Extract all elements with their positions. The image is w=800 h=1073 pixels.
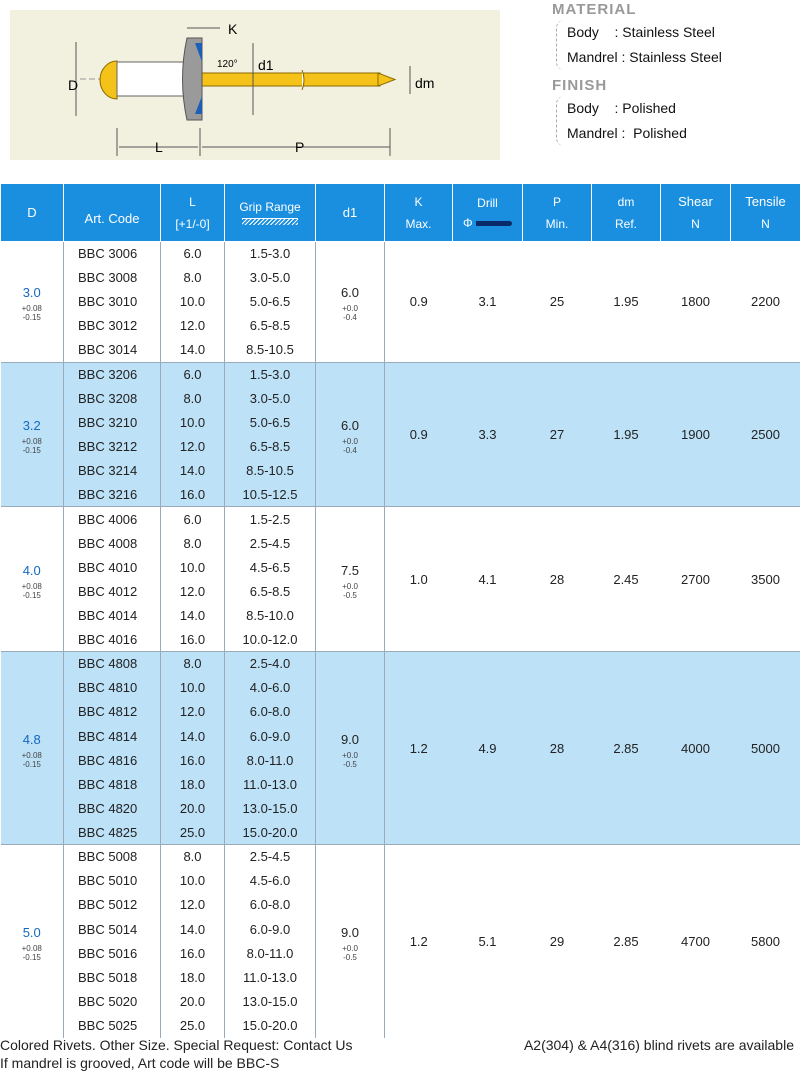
cell-art-code: BBC 3216 xyxy=(64,483,161,507)
cell-art-code: BBC 4006 xyxy=(64,507,161,531)
cell-art-code: BBC 4816 xyxy=(64,748,161,772)
cell-art-code: BBC 4810 xyxy=(64,676,161,700)
cell-p: 28 xyxy=(523,507,592,652)
material-mandrel-sep: : xyxy=(617,49,630,65)
cell-art-code: BBC 4825 xyxy=(64,821,161,845)
material-mandrel-key: Mandrel xyxy=(567,49,618,65)
d1-value: 6.0 xyxy=(340,285,360,301)
cell-grip: 13.0-15.0 xyxy=(225,989,316,1013)
cell-d xyxy=(1,845,64,1038)
cell-p: 28 xyxy=(523,652,592,845)
cell-dm: 2.45 xyxy=(592,507,661,652)
d-tol-minus: -0.15 xyxy=(22,313,41,323)
cell-grip: 15.0-20.0 xyxy=(225,1014,316,1039)
cell-dm: 2.85 xyxy=(592,845,661,1038)
cell-grip: 4.5-6.0 xyxy=(225,869,316,893)
d-tol-plus: +0.08 xyxy=(21,304,42,314)
cell-grip: 6.5-8.5 xyxy=(225,579,316,603)
cell-l: 8.0 xyxy=(161,652,225,676)
cell-l: 8.0 xyxy=(161,386,225,410)
cell-k: 1.2 xyxy=(385,652,453,845)
grip-hatch-icon xyxy=(242,218,298,225)
cell-l: 10.0 xyxy=(161,676,225,700)
cell-shear: 1800 xyxy=(661,242,731,363)
cell-grip: 8.5-10.5 xyxy=(225,459,316,483)
cell-grip: 8.5-10.0 xyxy=(225,603,316,627)
cell-art-code: BBC 4814 xyxy=(64,724,161,748)
cell-l: 25.0 xyxy=(161,821,225,845)
label-d1: d1 xyxy=(258,57,274,73)
cell-grip: 8.5-10.5 xyxy=(225,338,316,362)
cell-shear: 2700 xyxy=(661,507,731,652)
d1-tol-plus: +0.0 xyxy=(342,750,358,760)
d-tol-minus: -0.15 xyxy=(22,953,41,963)
cell-l: 10.0 xyxy=(161,555,225,579)
finish-body-row xyxy=(567,96,800,121)
cell-grip: 5.0-6.5 xyxy=(225,290,316,314)
material-title: MATERIAL xyxy=(552,1,637,18)
cell-l: 12.0 xyxy=(161,579,225,603)
cell-l: 6.0 xyxy=(161,242,225,266)
finish-body-key: Body xyxy=(567,100,599,116)
cell-shear: 1900 xyxy=(661,362,731,507)
cell-drill: 4.1 xyxy=(453,507,523,652)
header-k xyxy=(385,184,453,242)
footer xyxy=(0,1036,800,1072)
cell-l: 14.0 xyxy=(161,917,225,941)
cell-l: 12.0 xyxy=(161,700,225,724)
cell-art-code: BBC 5018 xyxy=(64,965,161,989)
cell-art-code: BBC 5014 xyxy=(64,917,161,941)
cell-l: 10.0 xyxy=(161,869,225,893)
cell-shear: 4700 xyxy=(661,845,731,1038)
d1-tol-minus: -0.5 xyxy=(343,759,357,769)
d-value: 4.0 xyxy=(22,562,41,578)
cell-l: 14.0 xyxy=(161,459,225,483)
finish-title: FINISH xyxy=(552,77,608,94)
header-p-label: P xyxy=(552,194,561,209)
cell-tensile: 2500 xyxy=(731,362,800,507)
cell-p: 27 xyxy=(523,362,592,507)
label-d: D xyxy=(68,77,79,93)
cell-k: 1.0 xyxy=(385,507,453,652)
cell-l: 16.0 xyxy=(161,748,225,772)
rivet-spec-table xyxy=(0,183,800,1038)
cell-l: 25.0 xyxy=(161,1014,225,1039)
cell-art-code: BBC 4820 xyxy=(64,796,161,820)
cell-art-code: BBC 4818 xyxy=(64,772,161,796)
cell-art-code: BBC 5020 xyxy=(64,989,161,1013)
cell-art-code: BBC 4808 xyxy=(64,652,161,676)
cell-grip: 5.0-6.5 xyxy=(225,410,316,434)
cell-art-code: BBC 3206 xyxy=(64,362,161,386)
cell-grip: 6.0-9.0 xyxy=(225,724,316,748)
cell-shear: 4000 xyxy=(661,652,731,845)
cell-art-code: BBC 3010 xyxy=(64,290,161,314)
cell-art-code: BBC 4016 xyxy=(64,628,161,652)
header-l-label: L xyxy=(189,194,196,209)
material-body-row xyxy=(567,20,800,45)
material-body-key: Body xyxy=(567,24,599,40)
rivet-drawing xyxy=(10,10,500,160)
cell-l: 14.0 xyxy=(161,603,225,627)
d-tol-minus: -0.15 xyxy=(22,590,41,600)
cell-art-code: BBC 3012 xyxy=(64,314,161,338)
header-shear-label: Shear xyxy=(678,194,713,209)
cell-l: 12.0 xyxy=(161,893,225,917)
cell-grip: 6.0-9.0 xyxy=(225,917,316,941)
header-drill-sub-wrap xyxy=(453,216,522,230)
material-body-sep: : xyxy=(598,24,623,40)
cell-l: 16.0 xyxy=(161,941,225,965)
footer-availability: A2(304) & A4(316) blind rivets are available xyxy=(523,1037,794,1053)
d-value: 4.8 xyxy=(22,731,41,747)
label-angle: 120° xyxy=(217,59,238,70)
finish-body-value: Polished xyxy=(622,100,676,116)
finish-body-sep: : xyxy=(598,100,623,116)
cell-grip: 1.5-3.0 xyxy=(225,242,316,266)
d-tol-minus: -0.15 xyxy=(22,759,41,769)
cell-drill: 3.3 xyxy=(453,362,523,507)
cell-l: 10.0 xyxy=(161,290,225,314)
cell-grip: 6.0-8.0 xyxy=(225,700,316,724)
cell-l: 12.0 xyxy=(161,314,225,338)
header-tensile xyxy=(731,184,800,242)
header-drill-label: Drill xyxy=(477,195,498,210)
d1-value: 9.0 xyxy=(340,731,360,747)
cell-l: 8.0 xyxy=(161,531,225,555)
cell-grip: 2.5-4.0 xyxy=(225,652,316,676)
header-p-sub: Min. xyxy=(545,216,569,231)
header-dm-sub: Ref. xyxy=(614,216,637,231)
cell-art-code: BBC 5010 xyxy=(64,869,161,893)
cell-art-code: BBC 3006 xyxy=(64,242,161,266)
table-body xyxy=(1,242,800,1039)
label-p: P xyxy=(295,139,305,155)
table-row xyxy=(1,652,800,676)
material-mandrel-row xyxy=(567,45,800,70)
finish-mandrel-value: Polished xyxy=(633,125,687,141)
cell-k: 0.9 xyxy=(385,242,453,363)
finish-mandrel-row xyxy=(567,121,800,146)
cell-l: 16.0 xyxy=(161,483,225,507)
header-d-label: D xyxy=(27,205,37,220)
header-shear-sub: N xyxy=(691,217,700,231)
cell-p: 29 xyxy=(523,845,592,1038)
d-tol-plus: +0.08 xyxy=(21,750,42,760)
cell-drill: 3.1 xyxy=(453,242,523,363)
d-value: 3.0 xyxy=(22,285,41,301)
cell-dm: 1.95 xyxy=(592,242,661,363)
cell-art-code: BBC 5012 xyxy=(64,893,161,917)
cell-grip: 6.0-8.0 xyxy=(225,893,316,917)
cell-d xyxy=(1,652,64,845)
header-art-code xyxy=(64,184,161,242)
cell-grip: 11.0-13.0 xyxy=(225,965,316,989)
table-header-row xyxy=(1,184,800,242)
d1-tol-plus: +0.0 xyxy=(342,437,358,446)
cell-l: 8.0 xyxy=(161,266,225,290)
finish-box xyxy=(556,96,800,146)
header-p xyxy=(523,184,592,242)
d1-tol-plus: +0.0 xyxy=(342,581,358,591)
cell-grip: 13.0-15.0 xyxy=(225,796,316,820)
drill-bit-icon xyxy=(476,221,512,226)
table-row xyxy=(1,507,800,531)
cell-l: 14.0 xyxy=(161,724,225,748)
header-dm-label: dm xyxy=(617,194,635,209)
cell-art-code: BBC 3214 xyxy=(64,459,161,483)
d-value: 3.2 xyxy=(22,418,41,433)
material-body-value: Stainless Steel xyxy=(622,24,715,40)
cell-art-code: BBC 5008 xyxy=(64,845,161,869)
cell-l: 12.0 xyxy=(161,435,225,459)
spec-panel xyxy=(552,0,800,160)
cell-art-code: BBC 4812 xyxy=(64,700,161,724)
cell-grip: 15.0-20.0 xyxy=(225,821,316,845)
cell-grip: 4.5-6.5 xyxy=(225,555,316,579)
label-dm: dm xyxy=(415,75,435,91)
label-k: K xyxy=(228,21,238,37)
table-row xyxy=(1,362,800,386)
header-tensile-sub: N xyxy=(761,217,770,231)
cell-art-code: BBC 3210 xyxy=(64,410,161,434)
header-tensile-label: Tensile xyxy=(745,194,786,209)
cell-d xyxy=(1,362,64,507)
header-k-label: K xyxy=(414,194,423,209)
header-l-sub: [+1/-0] xyxy=(175,216,210,231)
cell-l: 6.0 xyxy=(161,362,225,386)
header-grip xyxy=(225,184,316,242)
cell-tensile: 5800 xyxy=(731,845,800,1038)
cell-grip: 4.0-6.0 xyxy=(225,676,316,700)
cell-art-code: BBC 3208 xyxy=(64,386,161,410)
footer-line-2: If mandrel is grooved, Art code will be BBC-S xyxy=(0,1055,280,1071)
d1-value: 7.5 xyxy=(340,562,360,578)
cell-tensile: 2200 xyxy=(731,242,800,363)
cell-drill: 4.9 xyxy=(453,652,523,845)
d1-tol-minus: -0.5 xyxy=(343,590,357,600)
header-d1-label: d1 xyxy=(342,205,358,220)
d1-tol-minus: -0.4 xyxy=(343,313,357,323)
cell-l: 20.0 xyxy=(161,989,225,1013)
cell-art-code: BBC 3212 xyxy=(64,435,161,459)
cell-art-code: BBC 4012 xyxy=(64,579,161,603)
cell-grip: 1.5-2.5 xyxy=(225,507,316,531)
d1-tol-minus: -0.4 xyxy=(343,446,357,455)
finish-mandrel-key: Mandrel xyxy=(567,125,618,141)
table-row xyxy=(1,242,800,266)
cell-d xyxy=(1,242,64,363)
cell-grip: 2.5-4.5 xyxy=(225,531,316,555)
d1-tol-plus: +0.0 xyxy=(342,944,358,954)
cell-art-code: BBC 3014 xyxy=(64,338,161,362)
d-tol-plus: +0.08 xyxy=(21,437,42,446)
cell-k: 1.2 xyxy=(385,845,453,1038)
d-tol-minus: -0.15 xyxy=(22,446,41,455)
cell-grip: 6.5-8.5 xyxy=(225,435,316,459)
cell-l: 18.0 xyxy=(161,772,225,796)
cell-l: 14.0 xyxy=(161,338,225,362)
cell-l: 8.0 xyxy=(161,845,225,869)
d1-value: 6.0 xyxy=(340,418,360,433)
cell-l: 10.0 xyxy=(161,410,225,434)
cell-grip: 3.0-5.0 xyxy=(225,386,316,410)
cell-drill: 5.1 xyxy=(453,845,523,1038)
cell-art-code: BBC 5016 xyxy=(64,941,161,965)
label-l: L xyxy=(155,139,163,155)
cell-grip: 2.5-4.5 xyxy=(225,845,316,869)
cell-p: 25 xyxy=(523,242,592,363)
d-value: 5.0 xyxy=(22,925,41,941)
cell-grip: 8.0-11.0 xyxy=(225,941,316,965)
cell-dm: 1.95 xyxy=(592,362,661,507)
material-box xyxy=(556,20,800,70)
cell-art-code: BBC 4008 xyxy=(64,531,161,555)
cell-d1 xyxy=(316,507,385,652)
material-mandrel-value: Stainless Steel xyxy=(629,49,722,65)
cell-d xyxy=(1,507,64,652)
footer-line-1: Colored Rivets. Other Size. Special Request: Contact Us xyxy=(0,1037,353,1053)
header-art-label: Art. Code xyxy=(84,211,140,226)
cell-dm: 2.85 xyxy=(592,652,661,845)
header-l xyxy=(161,184,225,242)
d-tol-plus: +0.08 xyxy=(21,944,42,954)
d1-tol-plus: +0.0 xyxy=(342,304,358,314)
cell-d1 xyxy=(316,242,385,363)
cell-grip: 8.0-11.0 xyxy=(225,748,316,772)
d1-tol-minus: -0.5 xyxy=(343,953,357,963)
header-shear xyxy=(661,184,731,242)
rivet-diagram xyxy=(10,10,500,160)
cell-art-code: BBC 5025 xyxy=(64,1014,161,1039)
cell-art-code: BBC 4014 xyxy=(64,603,161,627)
header-grip-label: Grip Range xyxy=(239,200,301,214)
cell-l: 16.0 xyxy=(161,628,225,652)
cell-grip: 10.5-12.5 xyxy=(225,483,316,507)
header-drill-sub: Φ xyxy=(463,215,473,230)
cell-art-code: BBC 3008 xyxy=(64,266,161,290)
header-dm xyxy=(592,184,661,242)
cell-l: 20.0 xyxy=(161,796,225,820)
header-drill xyxy=(453,184,523,242)
cell-d1 xyxy=(316,652,385,845)
cell-l: 6.0 xyxy=(161,507,225,531)
d1-value: 9.0 xyxy=(340,925,360,941)
cell-k: 0.9 xyxy=(385,362,453,507)
table-row xyxy=(1,845,800,869)
d-tol-plus: +0.08 xyxy=(21,581,42,591)
cell-grip: 1.5-3.0 xyxy=(225,362,316,386)
cell-grip: 11.0-13.0 xyxy=(225,772,316,796)
cell-l: 18.0 xyxy=(161,965,225,989)
cell-tensile: 5000 xyxy=(731,652,800,845)
finish-mandrel-sep: : xyxy=(617,125,634,141)
cell-d1 xyxy=(316,845,385,1038)
header-d1 xyxy=(316,184,385,242)
cell-tensile: 3500 xyxy=(731,507,800,652)
header-k-sub: Max. xyxy=(405,216,432,231)
cell-art-code: BBC 4010 xyxy=(64,555,161,579)
header-d xyxy=(1,184,64,242)
cell-d1 xyxy=(316,362,385,507)
cell-grip: 3.0-5.0 xyxy=(225,266,316,290)
cell-grip: 10.0-12.0 xyxy=(225,628,316,652)
cell-grip: 6.5-8.5 xyxy=(225,314,316,338)
